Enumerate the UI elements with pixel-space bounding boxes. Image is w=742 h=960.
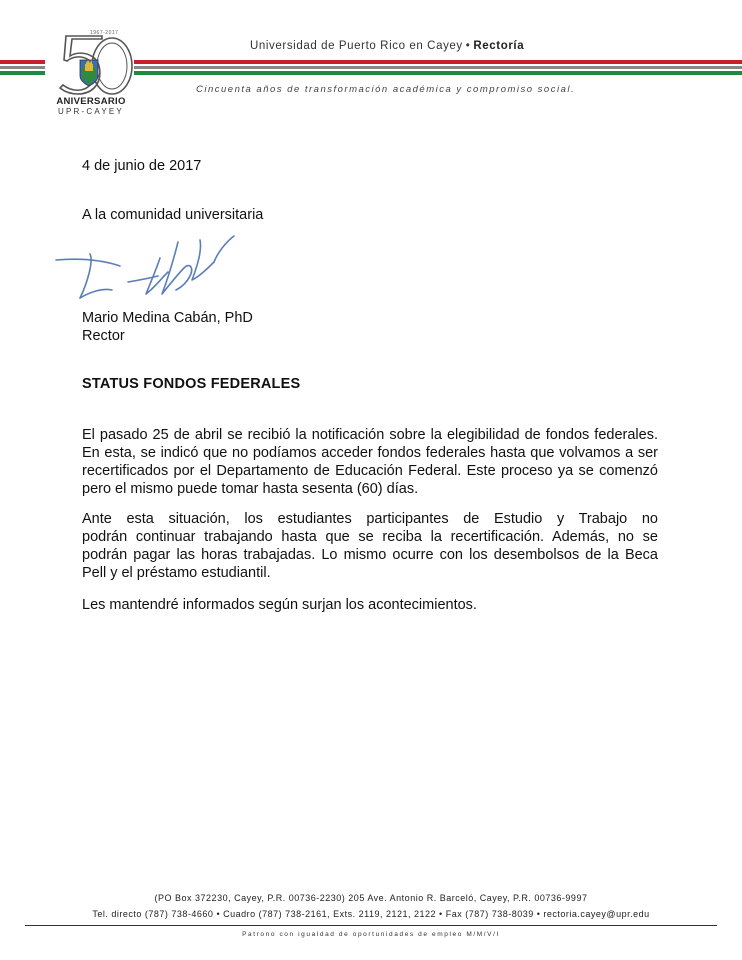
paragraph-2: [82, 510, 658, 582]
paragraph-line: recertificados por el Departamento de Educación Federal. Este proceso ya se comenzó: [82, 463, 658, 479]
footer-divider: [25, 925, 717, 926]
letter-subject: STATUS FONDOS FEDERALES: [82, 376, 301, 392]
header-title: [250, 40, 524, 52]
paragraph-3: [82, 596, 658, 614]
letter-recipient: A la comunidad universitaria: [82, 207, 264, 223]
signer-title: Rector: [82, 328, 125, 344]
header-separator: •: [465, 40, 471, 52]
paragraph-line: podrán continuar trabajando hasta que se reciba la recertificación. Además, no se: [82, 529, 658, 545]
paragraph-line: Ante esta situación, los estudiantes participantes de Estudio y Trabajo no: [82, 511, 658, 527]
stripe-gray-left: [0, 66, 45, 69]
header-university: Universidad de Puerto Rico en Cayey: [250, 40, 463, 52]
fifty-emblem-icon: [46, 30, 136, 100]
logo-campus: UPR-CAYEY: [58, 107, 124, 116]
header-office: Rectoría: [473, 40, 525, 52]
stripe-gray-right: [134, 66, 742, 69]
paragraph-line: El pasado 25 de abril se recibió la notificación sobre la elegibilidad de fondos federales.: [82, 427, 658, 443]
footer-equal-opportunity: Patrono con igualdad de oportunidades de empleo M/M/V/I: [242, 931, 500, 938]
paragraph-line: Pell y el préstamo estudiantil.: [82, 565, 271, 581]
header-tagline: Cincuenta años de transformación académica y compromiso social.: [196, 84, 576, 95]
stripe-green-left: [0, 71, 45, 75]
paragraph-line: Les mantendré informados según surjan los acontecimientos.: [82, 597, 477, 613]
paragraph-1: [82, 426, 658, 498]
paragraph-line: pero el mismo puede tomar hasta sesenta (60) días.: [82, 481, 419, 497]
anniversary-logo: [46, 30, 136, 122]
logo-anniversary: ANIVERSARIO: [56, 96, 126, 107]
paragraph-line: podrán pagar las horas trabajadas. Lo mismo ocurre con los desembolsos de la Beca: [82, 547, 658, 563]
footer-address: (PO Box 372230, Cayey, P.R. 00736-2230) 205 Ave. Antonio R. Barceló, Cayey, P.R. 00736-9997: [154, 893, 588, 903]
signature-icon: [50, 228, 250, 308]
logo-years: 1967-2017: [90, 30, 119, 36]
footer-contacts: Tel. directo (787) 738-4660 • Cuadro (787) 738-2161, Exts. 2119, 2121, 2122 • Fax (787) 738-8039 • rectoria.cayey@upr.edu: [92, 909, 650, 919]
letter-date: 4 de junio de 2017: [82, 158, 202, 174]
stripe-green-right: [134, 71, 742, 75]
stripe-red-left: [0, 60, 45, 64]
paragraph-line: En esta, se indicó que no podíamos acceder fondos federales hasta que volvamos a ser: [82, 445, 658, 461]
signer-name: Mario Medina Cabán, PhD: [82, 310, 253, 326]
stripe-red-right: [134, 60, 742, 64]
